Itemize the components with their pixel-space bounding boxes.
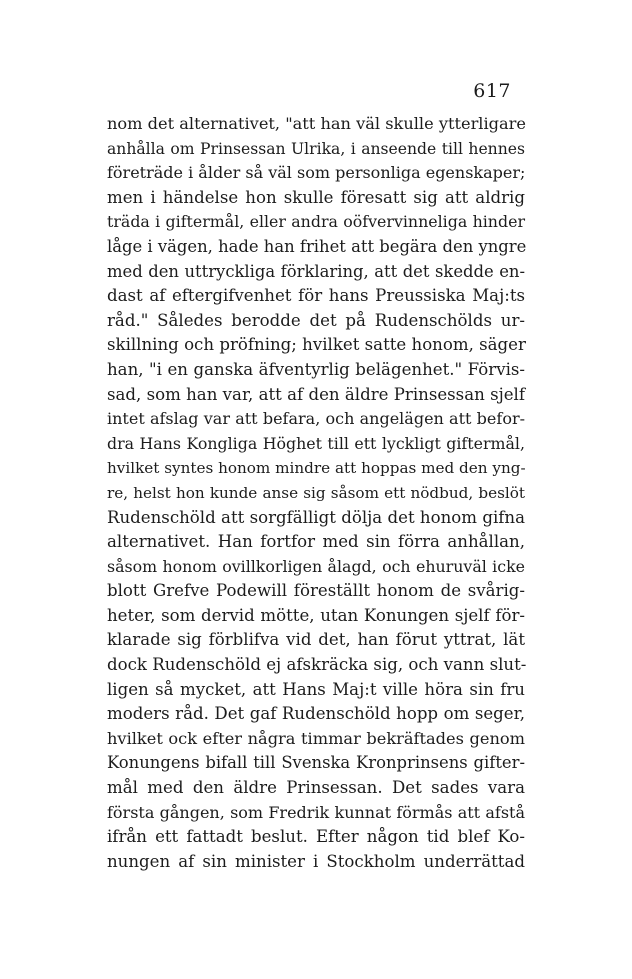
text-line: första gången, som Fredrik kunnat förmås att afstå: [107, 802, 525, 822]
text-line: dast af eftergifvenhet för hans Preussiska Maj:ts: [107, 286, 525, 306]
text-line: anhålla om Prinsessan Ulrika, i anseende till hennes: [107, 139, 525, 158]
text-line: han, "i en ganska äfventyrlig belägenhet." Förvis-: [107, 359, 525, 379]
text-line: blott Grefve Podewill föreställt honom de svårig-: [107, 581, 525, 601]
text-line: dock Rudenschöld ej afskräcka sig, och vann slut-: [107, 655, 527, 675]
text-line: Rudenschöld att sorgfälligt dölja det honom gifna: [107, 507, 525, 527]
text-line: hvilket syntes honom mindre att hoppas med den yng-: [107, 459, 526, 478]
text-line: råd." Således berodde det på Rudenschölds ur-: [107, 310, 525, 330]
text-line: nungen af sin minister i Stockholm underrättad: [107, 851, 525, 871]
text-line: företräde i ålder så väl som personliga egenskaper;: [107, 163, 526, 183]
text-line: låge i vägen, hade han frihet att begära den yngre: [107, 236, 527, 256]
text-line: träda i giftermål, eller andra oöfvervinneliga hinder: [107, 212, 525, 232]
text-line: moders råd. Det gaf Rudenschöld hopp om seger,: [107, 704, 525, 724]
text-line: ifrån ett fattadt beslut. Efter någon tid blef Ko-: [107, 827, 525, 847]
text-line: men i händelse hon skulle föresatt sig att aldrig: [107, 187, 525, 207]
text-line: klarade sig förblifva vid det, han förut yttrat, lät: [107, 630, 525, 650]
text-line: intet afslag var att befara, och angelägen att befor-: [107, 409, 525, 429]
page-number: 617: [473, 80, 511, 102]
text-line: sad, som han var, att af den äldre Prinsessan sjelf: [107, 384, 525, 404]
text-line: hvilket ock efter några timmar bekräftades genom: [107, 728, 525, 748]
text-line: dra Hans Kongliga Höghet till ett lyckligt giftermål,: [107, 433, 525, 453]
text-line: nom det alternativet, "att han väl skulle ytterligare: [107, 114, 526, 133]
text-line: mål med den äldre Prinsessan. Det sades vara: [107, 778, 525, 798]
text-line: heter, som dervid mötte, utan Konungen sjelf för-: [107, 605, 525, 625]
text-line: skillning och pröfning; hvilket satte honom, säger: [107, 335, 526, 355]
text-line: med den uttryckliga förklaring, att det skedde en-: [107, 261, 525, 281]
text-line: Konungens bifall till Svenska Kronprinsens gifter-: [107, 753, 525, 773]
text-line: alternativet. Han fortfor med sin förra anhållan,: [107, 532, 525, 552]
text-line: ligen så mycket, att Hans Maj:t ville höra sin fru: [107, 679, 525, 699]
body-text: [107, 112, 525, 874]
text-line: såsom honom ovillkorligen ålagd, och ehuruväl icke: [107, 556, 525, 576]
text-line: re, helst hon kunde anse sig såsom ett nödbud, beslöt: [107, 483, 525, 502]
